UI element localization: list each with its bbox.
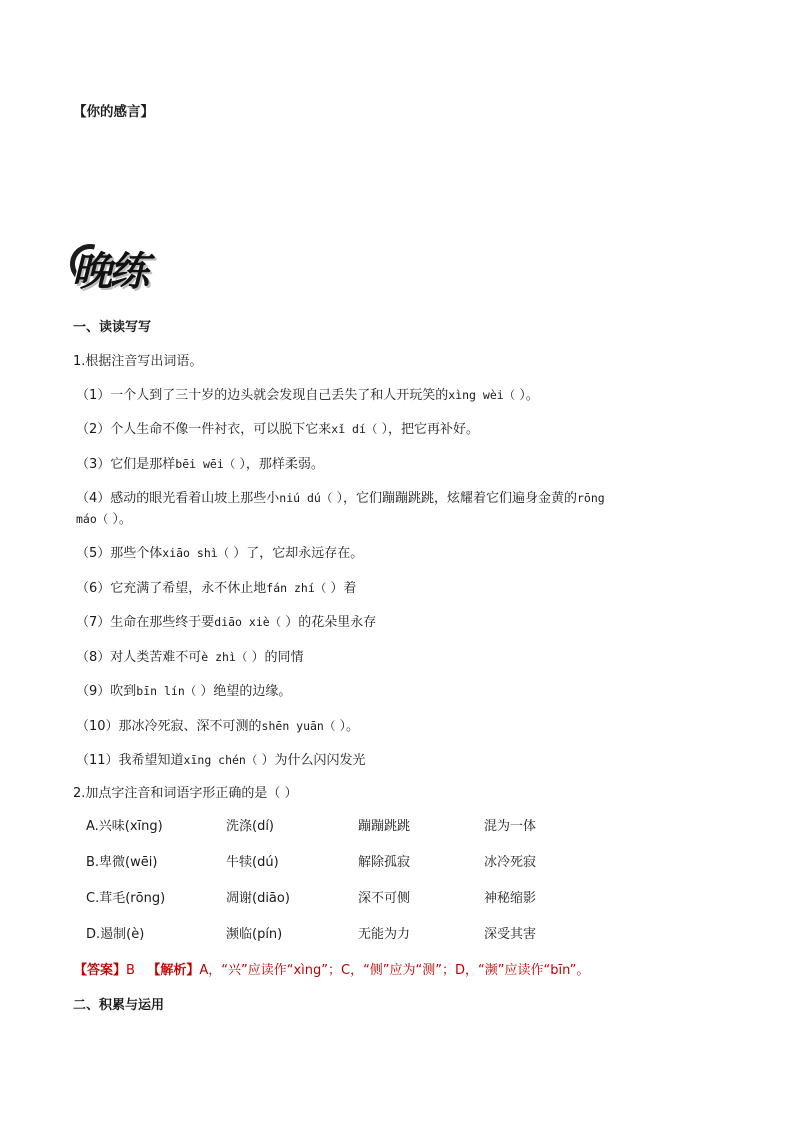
q1-item-6: （6）它充满了希望，永不休止地fán zhí（ ）着 [76,581,357,596]
q1-item-4-continued: máo（ ）。 [76,512,132,527]
q1-item-8: （8）对人类苦难不可è zhì（ ）的同情 [76,650,304,665]
answer-letter: B [126,963,135,978]
option-b-word-1: B.卑微(wēi) [86,855,158,870]
option-d-word-2: 濒临(pín) [226,927,283,942]
logo-text: 晚练 [72,249,146,295]
option-a-word-4: 混为一体 [484,819,537,834]
option-c-word-2: 凋谢(diāo) [226,891,290,906]
option-c-word-3: 深不可侧 [358,891,411,906]
option-a-word-1: A.兴味(xīng) [86,819,163,834]
analysis-tag: 【解析】 [147,963,200,978]
analysis-text: A，“兴”应读作“xìng”；C，“侧”应为“测”；D，“濒”应读作“bīn”。 [199,963,590,978]
option-c-word-4: 神秘缩影 [484,891,537,906]
section-title-accumulation: 二、积累与运用 [73,998,165,1013]
option-b-word-2: 牛犊(dú) [226,855,279,870]
option-d-word-4: 深受其害 [484,927,537,942]
q1-item-3: （3）它们是那样bēi wēi（ ），那样柔弱。 [76,457,324,472]
option-a-word-2: 洗涤(dí) [226,819,275,834]
option-a-word-3: 蹦蹦跳跳 [358,819,411,834]
q1-item-4: （4）感动的眼光看着山坡上那些小niú dú（ ），它们蹦蹦跳跳，炫耀着它们遍身金黄的rōng [76,491,605,506]
option-d-word-3: 无能为力 [358,927,411,942]
question-1-title: 1.根据注音写出词语。 [73,354,203,369]
q1-item-10: （10）那冰冷死寂、深不可测的shēn yuān（ ）。 [76,719,359,734]
q1-item-2: （2）个人生命不像一件衬衣，可以脱下它来xǐ dí（ ），把它再补好。 [76,422,480,437]
option-c-word-1: C.茸毛(rōng) [86,891,166,906]
option-d-word-1: D.遏制(è) [86,927,145,942]
feedback-heading: 【你的感言】 [73,104,154,120]
q1-item-11: （11）我希望知道xīng chén（ ）为什么闪闪发光 [76,753,366,768]
answer-tag: 【答案】 [74,963,127,978]
option-b-word-4: 冰冷死寂 [484,855,537,870]
answer-analysis [74,959,589,978]
q1-item-1: （1）一个人到了三十岁的边头就会发现自己丢失了和人开玩笑的xìng wèi（ ）。 [76,388,539,403]
evening-practice-logo [72,238,172,295]
q1-item-5: （5）那些个体xiāo shì（ ）了，它却永远存在。 [76,546,364,561]
q1-item-7: （7）生命在那些终于要diāo xiè（ ）的花朵里永存 [76,615,377,630]
section-title-read-write: 一、读读写写 [73,320,152,335]
option-b-word-3: 解除孤寂 [358,855,411,870]
q1-item-9: （9）吹到bīn lín（ ）绝望的边缘。 [76,684,292,699]
question-2-title: 2.加点字注音和词语字形正确的是（ ） [73,786,298,801]
